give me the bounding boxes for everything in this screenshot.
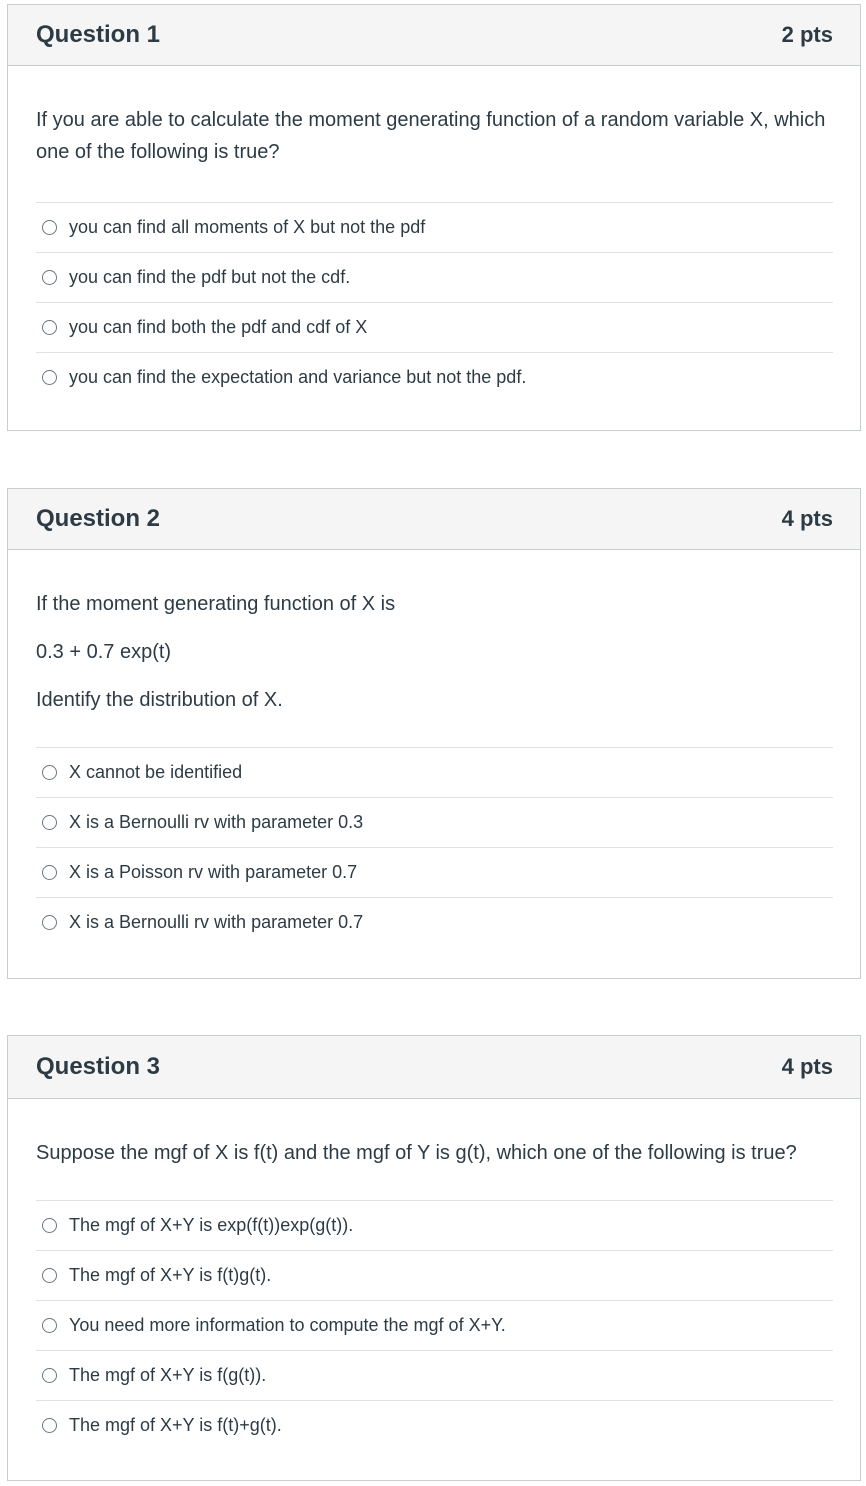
radio-button-icon[interactable] xyxy=(42,1268,57,1283)
question-2 xyxy=(7,488,861,979)
answer-list xyxy=(36,202,833,402)
answer-label: The mgf of X+Y is f(t)g(t). xyxy=(69,1265,272,1285)
answer-option[interactable] xyxy=(36,302,833,352)
question-body xyxy=(8,1137,860,1450)
answer-option[interactable] xyxy=(36,1250,833,1300)
radio-button-icon[interactable] xyxy=(42,1218,57,1233)
question-formula: 0.3 + 0.7 exp(t) xyxy=(36,641,172,663)
radio-button-icon[interactable] xyxy=(42,1318,57,1333)
answer-label: you can find the pdf but not the cdf. xyxy=(69,267,351,287)
question-points: 4 pts xyxy=(781,1054,833,1079)
question-header xyxy=(8,1036,860,1099)
radio-button-icon[interactable] xyxy=(42,1368,57,1383)
answer-option[interactable] xyxy=(36,1300,833,1350)
answer-label: The mgf of X+Y is f(t)+g(t). xyxy=(69,1415,282,1435)
answer-option[interactable] xyxy=(36,1200,833,1250)
question-title: Question 2 xyxy=(36,505,161,532)
radio-button-icon[interactable] xyxy=(42,270,57,285)
question-1 xyxy=(7,4,861,431)
question-text-paragraph: Suppose the mgf of X is f(t) and the mgf of Y is g(t), which one of the following is true? xyxy=(36,1142,797,1164)
answer-label: The mgf of X+Y is exp(f(t))exp(g(t)). xyxy=(69,1215,354,1235)
answer-label: X cannot be identified xyxy=(69,762,243,782)
answer-option[interactable] xyxy=(36,1400,833,1450)
answer-list xyxy=(36,747,833,947)
question-text-paragraph: If you are able to calculate the moment generating function of a random variable X, which one of the following is true? xyxy=(36,109,826,163)
question-3 xyxy=(7,1035,861,1481)
question-text xyxy=(36,1137,833,1169)
question-title: Question 1 xyxy=(36,21,161,48)
answer-label: The mgf of X+Y is f(g(t)). xyxy=(69,1365,267,1385)
answer-option[interactable] xyxy=(36,1350,833,1400)
answer-option[interactable] xyxy=(36,747,833,797)
question-points: 2 pts xyxy=(781,22,833,47)
radio-button-icon[interactable] xyxy=(42,1418,57,1433)
radio-button-icon[interactable] xyxy=(42,815,57,830)
answer-label: X is a Bernoulli rv with parameter 0.7 xyxy=(69,912,364,932)
question-title: Question 3 xyxy=(36,1053,161,1080)
answer-label: You need more information to compute the mgf of X+Y. xyxy=(69,1315,506,1335)
question-text-paragraph: If the moment generating function of X is xyxy=(36,593,396,615)
answer-option[interactable] xyxy=(36,897,833,947)
question-points: 4 pts xyxy=(781,506,833,531)
question-text-paragraph: Identify the distribution of X. xyxy=(36,689,283,711)
answer-list xyxy=(36,1200,833,1450)
answer-option[interactable] xyxy=(36,352,833,402)
radio-button-icon[interactable] xyxy=(42,765,57,780)
answer-label: you can find both the pdf and cdf of X xyxy=(69,317,368,337)
radio-button-icon[interactable] xyxy=(42,370,57,385)
question-text xyxy=(36,588,833,716)
answer-option[interactable] xyxy=(36,847,833,897)
radio-button-icon[interactable] xyxy=(42,865,57,880)
question-body xyxy=(8,104,860,402)
question-header xyxy=(8,489,860,550)
radio-button-icon[interactable] xyxy=(42,220,57,235)
answer-label: you can find the expectation and variance but not the pdf. xyxy=(69,367,527,387)
answer-option[interactable] xyxy=(36,797,833,847)
radio-button-icon[interactable] xyxy=(42,915,57,930)
question-body xyxy=(8,588,860,947)
question-header xyxy=(8,5,860,66)
question-text xyxy=(36,104,826,168)
answer-option[interactable] xyxy=(36,252,833,302)
answer-option[interactable] xyxy=(36,202,833,252)
answer-label: X is a Poisson rv with parameter 0.7 xyxy=(69,862,358,882)
answer-label: you can find all moments of X but not the pdf xyxy=(69,217,426,237)
answer-label: X is a Bernoulli rv with parameter 0.3 xyxy=(69,812,364,832)
radio-button-icon[interactable] xyxy=(42,320,57,335)
